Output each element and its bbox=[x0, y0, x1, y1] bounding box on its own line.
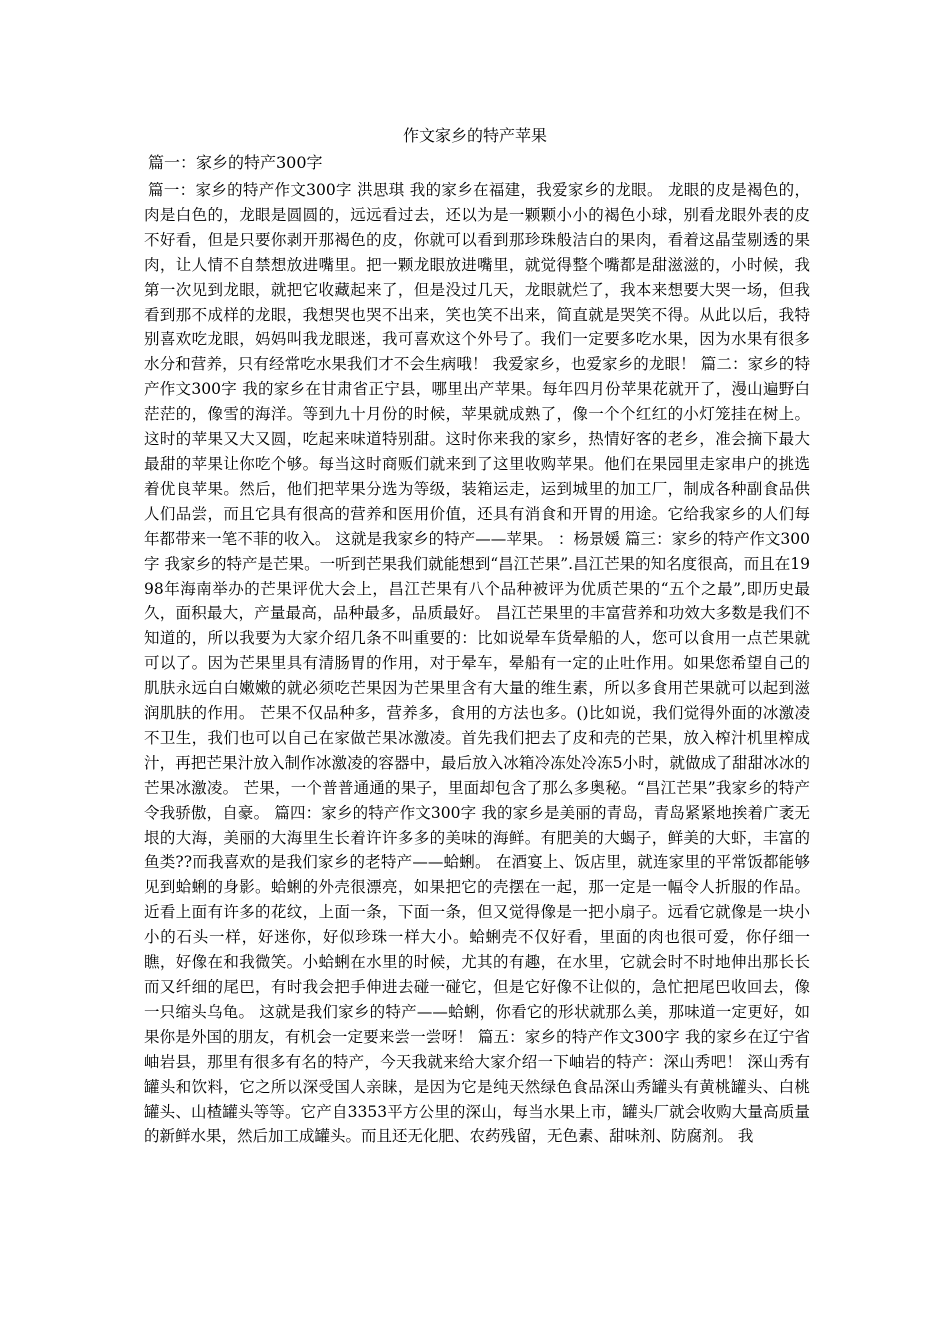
document-body: 篇一：家乡的特产作文300字 洪思琪 我的家乡在福建，我爱家乡的龙眼。 龙眼的皮是褐色的，肉是白色的，龙眼是圆圆的，远远看过去，还以为是一颗颗小小的褐色小球，别看龙眼外表的皮不好看，但是只要你剥开那褐色的皮，你就可以看到那珍珠般洁白的果肉，看着这晶莹剔透的果肉，让人情不自禁想放进嘴里。把一颗龙眼放进嘴里，就觉得整个嘴都是甜滋滋的，小时候，我第一次见到龙眼，就把它收藏起来了，但是没过几天，龙眼就烂了，我本来想要大哭一场，但我看到那不成样的龙眼，我想哭也哭不出来，笑也笑不出来，简直就是哭笑不得。从此以后，我特别喜欢吃龙眼，妈妈叫我龙眼迷，我可喜欢这个外号了。我们一定要多吃水果，因为水果有很多水分和营养，只有经常吃水果我们才不会生病哦！ 我爱家乡，也爱家乡的龙眼！ 篇二：家乡的特产作文300字 我的家乡在甘肃省正宁县，哪里出产苹果。每年四月份苹果花就开了，漫山遍野白茫茫的，像雪的海洋。等到九十月份的时候，苹果就成熟了，像一个个红红的小灯笼挂在树上。这时的苹果又大又圆，吃起来味道特别甜。这时你来我的家乡，热情好客的老乡，准会摘下最大最甜的苹果让你吃个够。每当这时商贩们就来到了这里收购苹果。他们在果园里走家串户的挑选着优良苹果。然后，他们把苹果分选为等级，装箱运走，运到城里的加工厂，制成各种副食品供人们品尝，而且它具有很高的营养和医用价值，还具有消食和开胃的用途。它给我家乡的人们每年都带来一笔不菲的收入。 这就是我家乡的特产——苹果。 ：杨景媛 篇三：家乡的特产作文300字 我家乡的特产是芒果。一听到芒果我们就能想到“昌江芒果”.昌江芒果的知名度很高，而且在1998年海南举办的芒果评优大会上，昌江芒果有八个品种被评为优质芒果的“五个之最”,即历史最久，面积最大，产量最高，品种最多，品质最好。 昌江芒果里的丰富营养和功效大多数是我们不知道的，所以我要为大家介绍几条不叫重要的：比如说晕车货晕船的人，您可以食用一点芒果就可以了。因为芒果里具有清肠胃的作用，对于晕车，晕船有一定的止吐作用。如果您希望自己的肌肤永远白白嫩嫩的就必须吃芒果因为芒果里含有大量的维生素，所以多食用芒果就可以起到滋润肌肤的作用。 芒果不仅品种多，营养多，食用的方法也多。()比如说，我们觉得外面的冰激凌不卫生，我们也可以自己在家做芒果冰激凌。首先我们把去了皮和壳的芒果，放入榨汁机里榨成汁，再把芒果汁放入制作冰激凌的容器中，最后放入冰箱冷冻处冷冻5小时，就做成了甜甜冰冰的芒果冰激凌。 芒果，一个普普通通的果子，里面却包含了那么多奥秘。“昌江芒果”我家乡的特产令我骄傲，自豪。 篇四：家乡的特产作文300字 我的家乡是美丽的青岛，青岛紧紧地挨着广袤无垠的大海，美丽的大海里生长着许许多多的美味的海鲜。有肥美的大蝎子，鲜美的大虾，丰富的鱼类??而我喜欢的是我们家乡的老特产——蛤蜊。 在酒宴上、饭店里，就连家里的平常饭都能够见到蛤蜊的身影。蛤蜊的外壳很漂亮，如果把它的壳摆在一起，那一定是一幅令人折服的作品。近看上面有许多的花纹，上面一条，下面一条，但又觉得像是一把小扇子。远看它就像是一块小小的石头一样，好迷你，好似珍珠一样大小。蛤蜊壳不仅好看，里面的肉也很可爱，你仔细一瞧，好像在和我微笑。小蛤蜊在水里的时候，尤其的有趣，在水里，它就会时不时地伸出那长长而又纤细的尾巴，有时我会把手伸进去碰一碰它，但是它好像不让似的，急忙把尾巴收回去，像一只缩头乌龟。 这就是我们家乡的特产——蛤蜊，你看它的形状就那么美，那味道一定更好，如果你是外国的朋友，有机会一定要来尝一尝呀！ 篇五：家乡的特产作文300字 我的家乡在辽宁省岫岩县，那里有很多有名的特产，今天我就来给大家介绍一下岫岩的特产：深山秀吧！ 深山秀有罐头和饮料，它之所以深受国人亲睐，是因为它是纯天然绿色食品深山秀罐头有黄桃罐头、白桃罐头、山楂罐头等等。它产自3353平方公里的深山，每当水果上市，罐头厂就会收购大量高质量的新鲜水果，然后加工成罐头。而且还无化肥、农药残留，无色素、甜味剂、防腐剂。 我 bbox=[144, 181, 810, 1146]
document-title: 作文家乡的特产苹果 bbox=[402, 126, 547, 145]
document-subtitle: 篇一：家乡的特产300字 bbox=[148, 153, 323, 172]
